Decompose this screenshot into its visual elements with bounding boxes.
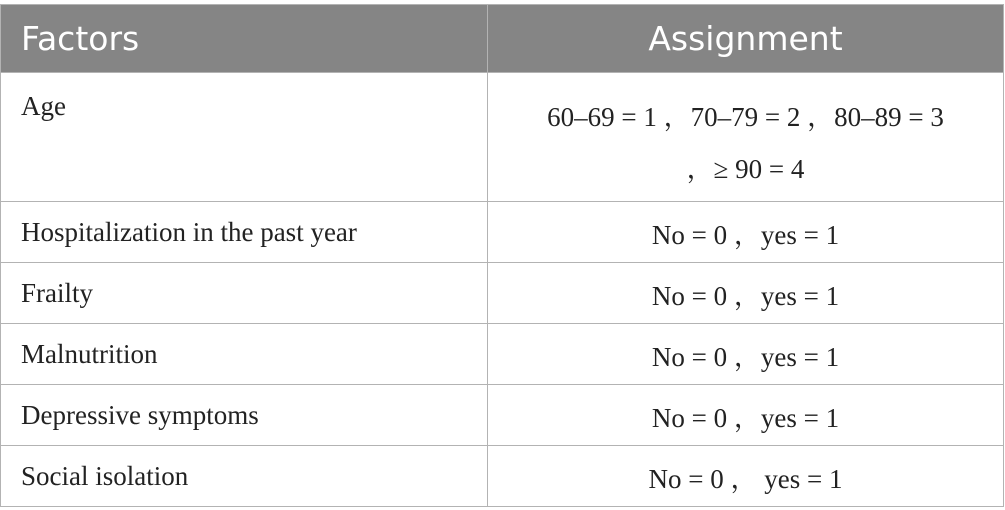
table-row (1, 202, 1004, 263)
assignment-cell: No = 0 ，yes = 1 (488, 385, 1004, 446)
assignment-cell: No = 0 ，yes = 1 (488, 202, 1004, 263)
factor-cell: Frailty (1, 263, 488, 324)
factor-cell: Age (1, 73, 488, 202)
table-row (1, 324, 1004, 385)
factor-cell: Malnutrition (1, 324, 488, 385)
assignment-table-container (0, 4, 1003, 507)
header-factors: Factors (1, 5, 488, 73)
header-row (1, 5, 1004, 73)
factor-assignment-table (0, 4, 1004, 507)
table-header (1, 5, 1004, 73)
assignment-cell: No = 0 ，yes = 1 (488, 324, 1004, 385)
assignment-line: ，≥ 90 = 4 (686, 154, 805, 184)
factor-cell: Depressive symptoms (1, 385, 488, 446)
factor-cell: Social isolation (1, 446, 488, 507)
assignment-cell: No = 0 ，yes = 1 (488, 263, 1004, 324)
assignment-cell (488, 73, 1004, 202)
header-assignment: Assignment (488, 5, 1004, 73)
table-row (1, 263, 1004, 324)
table-row (1, 385, 1004, 446)
assignment-cell: No = 0 ， yes = 1 (488, 446, 1004, 507)
assignment-line: 60–69 = 1 ，70–79 = 2 ，80–89 = 3 (547, 102, 944, 132)
table-row (1, 73, 1004, 202)
table-body (1, 73, 1004, 507)
table-row (1, 446, 1004, 507)
factor-cell: Hospitalization in the past year (1, 202, 488, 263)
